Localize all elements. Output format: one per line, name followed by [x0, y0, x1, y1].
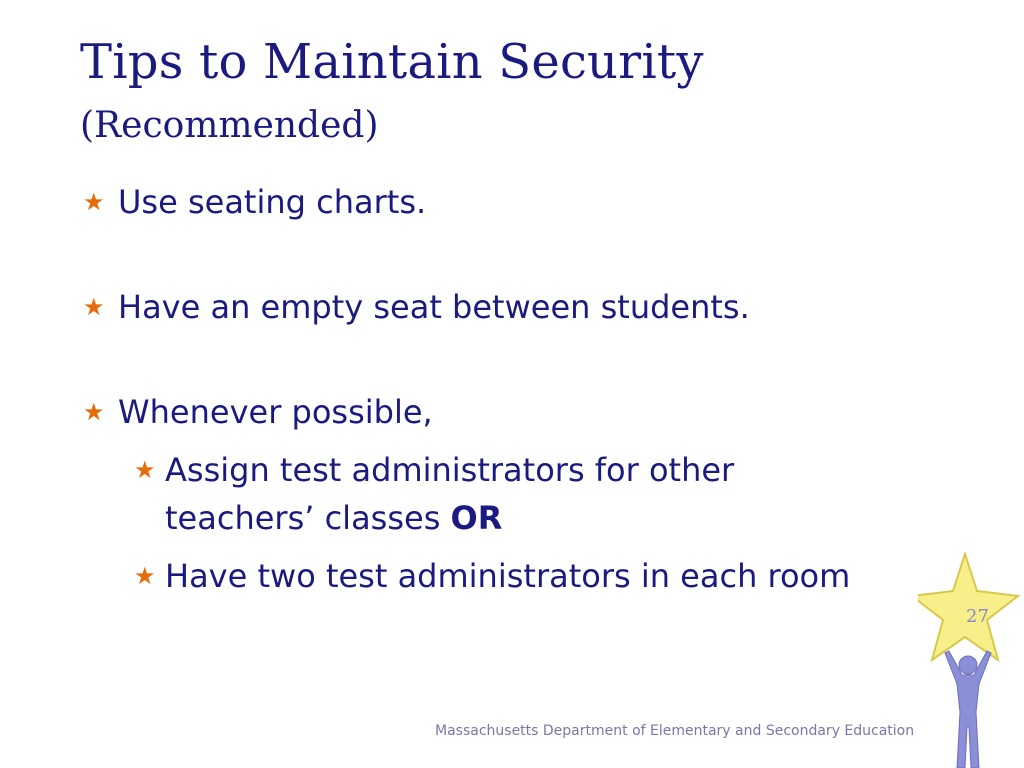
- bullet-text: Whenever possible,: [118, 393, 433, 431]
- star-icon: ★: [83, 188, 105, 216]
- star-icon: ★: [134, 456, 156, 484]
- figure-head: [959, 656, 977, 674]
- sub-bullet-text: Have two test administrators in each room: [165, 557, 851, 595]
- footer-text: Massachusetts Department of Elementary and Secondary Education: [435, 723, 915, 739]
- slide-title: Tips to Maintain Security: [80, 34, 704, 90]
- star-icon: ★: [83, 398, 105, 426]
- bullet-text: Have an empty seat between students.: [118, 288, 750, 326]
- page-number: 27: [966, 606, 989, 627]
- star-icon: ★: [83, 293, 105, 321]
- bullet-item: [83, 287, 750, 327]
- bullet-item: [83, 392, 433, 432]
- slide-subtitle: (Recommended): [80, 105, 379, 146]
- sub-bullet-text: teachers’ classes: [165, 499, 441, 537]
- star-icon: ★: [134, 562, 156, 590]
- bullet-text: Use seating charts.: [118, 183, 427, 221]
- emphasis-or: OR: [450, 499, 503, 537]
- sub-bullet-continuation: [165, 498, 502, 538]
- bullet-item: [83, 182, 427, 222]
- sub-bullet-text: Assign test administrators for other: [165, 451, 735, 489]
- sub-bullet-item: [134, 556, 851, 596]
- sub-bullet-item: [134, 450, 735, 490]
- person-holding-star-icon: [918, 552, 1024, 768]
